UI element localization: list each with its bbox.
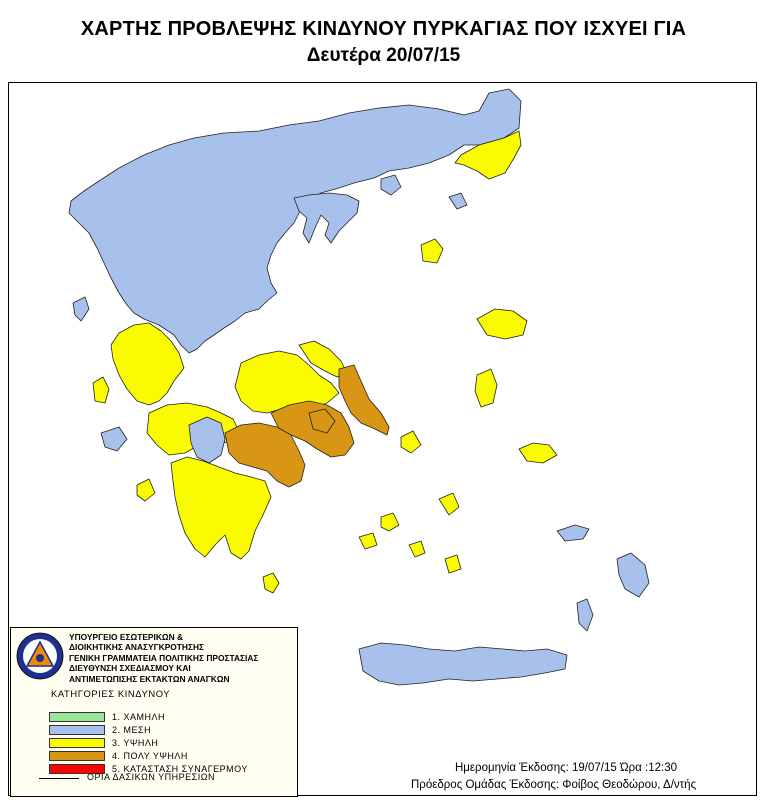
ministry-line: ΥΠΟΥΡΓΕΙΟ ΕΣΩΤΕΡΙΚΩΝ & [69, 632, 184, 642]
region-lefkada [93, 377, 109, 403]
region-kythira [263, 573, 279, 593]
ministry-line: ΑΝΤΙΜΕΤΩΠΙΣΗΣ ΕΚΤΑΚΤΩΝ ΑΝΑΓΚΩΝ [69, 673, 230, 684]
issue-date-time: Ημερομηνία Έκδοσης: 19/07/15 Ώρα :12:30 [455, 762, 677, 774]
region-samothraki [449, 193, 467, 209]
legend-label-high: 3. ΥΨΗΛΗ [112, 738, 159, 748]
region-cyclades-2 [439, 493, 459, 515]
ministry-line: ΓΕΝΙΚΗ ΓΡΑΜΜΑΤΕΙΑ ΠΟΛΙΤΙΚΗΣ ΠΡΟΣΤΑΣΙΑΣ [69, 652, 259, 663]
legend-label-very-high: 4. ΠΟΛΥ ΥΨΗΛΗ [112, 751, 188, 761]
legend-boundary-line [39, 778, 79, 779]
legend-swatch-medium [49, 725, 105, 735]
region-corfu [73, 297, 89, 321]
risk-categories-title: ΚΑΤΗΓΟΡΙΕΣ ΚΙΝΔΥΝΟΥ [51, 688, 171, 699]
region-lemnos [421, 239, 443, 263]
region-cyclades-5 [359, 533, 377, 549]
region-rhodes [617, 553, 649, 597]
legend-swatch-high [49, 738, 105, 748]
region-kos [557, 525, 589, 541]
region-epirus [111, 323, 184, 405]
region-kefalonia [101, 427, 127, 451]
legend-swatch-very-high [49, 751, 105, 761]
region-chios [475, 369, 497, 407]
region-chalkidiki [294, 193, 359, 243]
legend-swatch-low [49, 712, 105, 722]
ministry-line: ΔΙΟΙΚΗΤΙΚΗΣ ΑΝΑΣΥΓΚΡΟΤΗΣΗΣ [69, 642, 205, 653]
map-title: ΧΑΡΤΗΣ ΠΡΟΒΛΕΨΗΣ ΚΙΝΔΥΝΟΥ ΠΥΡΚΑΓΙΑΣ ΠΟΥ ΙΣΧΥΕΙ ΓΙΑ [80, 18, 687, 40]
region-karpathos [577, 599, 593, 631]
region-lesvos [477, 309, 527, 339]
region-north-greece [69, 89, 521, 353]
legend-label-alarm: 5. ΚΑΤΑΣΤΑΣΗ ΣΥΝΑΓΕΡΜΟΥ [112, 764, 248, 774]
forecast-date: Δευτέρα 20/07/15 [306, 45, 461, 66]
region-cyclades-3 [409, 541, 425, 557]
legend-label-low: 1. ΧΑΜΗΛΗ [112, 712, 166, 722]
region-thassos [381, 175, 401, 195]
issuing-authority [69, 632, 297, 684]
region-skyros [401, 431, 421, 453]
region-ikaria-samos [519, 443, 557, 463]
region-crete [359, 643, 567, 685]
map-legend [10, 627, 298, 797]
legend-boundary-label: ΟΡΙΑ ΔΑΣΙΚΩΝ ΥΠΗΡΕΣΙΩΝ [87, 772, 215, 782]
region-cyclades-1 [381, 513, 399, 531]
issuing-team-chair: Πρόεδρος Ομάδας Έκδοσης: Φοίβος Θεοδώρου, Δ/ντής [411, 779, 697, 791]
region-peloponnese [171, 457, 271, 559]
region-cyclades-4 [445, 555, 461, 573]
region-zakynthos [137, 479, 155, 501]
region-achaia [189, 417, 225, 463]
civil-protection-emblem-icon [16, 632, 64, 680]
ministry-line: ΔΙΕΥΘΥΝΣΗ ΣΧΕΔΙΑΣΜΟΥ ΚΑΙ [69, 663, 191, 674]
legend-label-medium: 2. ΜΕΣΗ [112, 725, 152, 735]
